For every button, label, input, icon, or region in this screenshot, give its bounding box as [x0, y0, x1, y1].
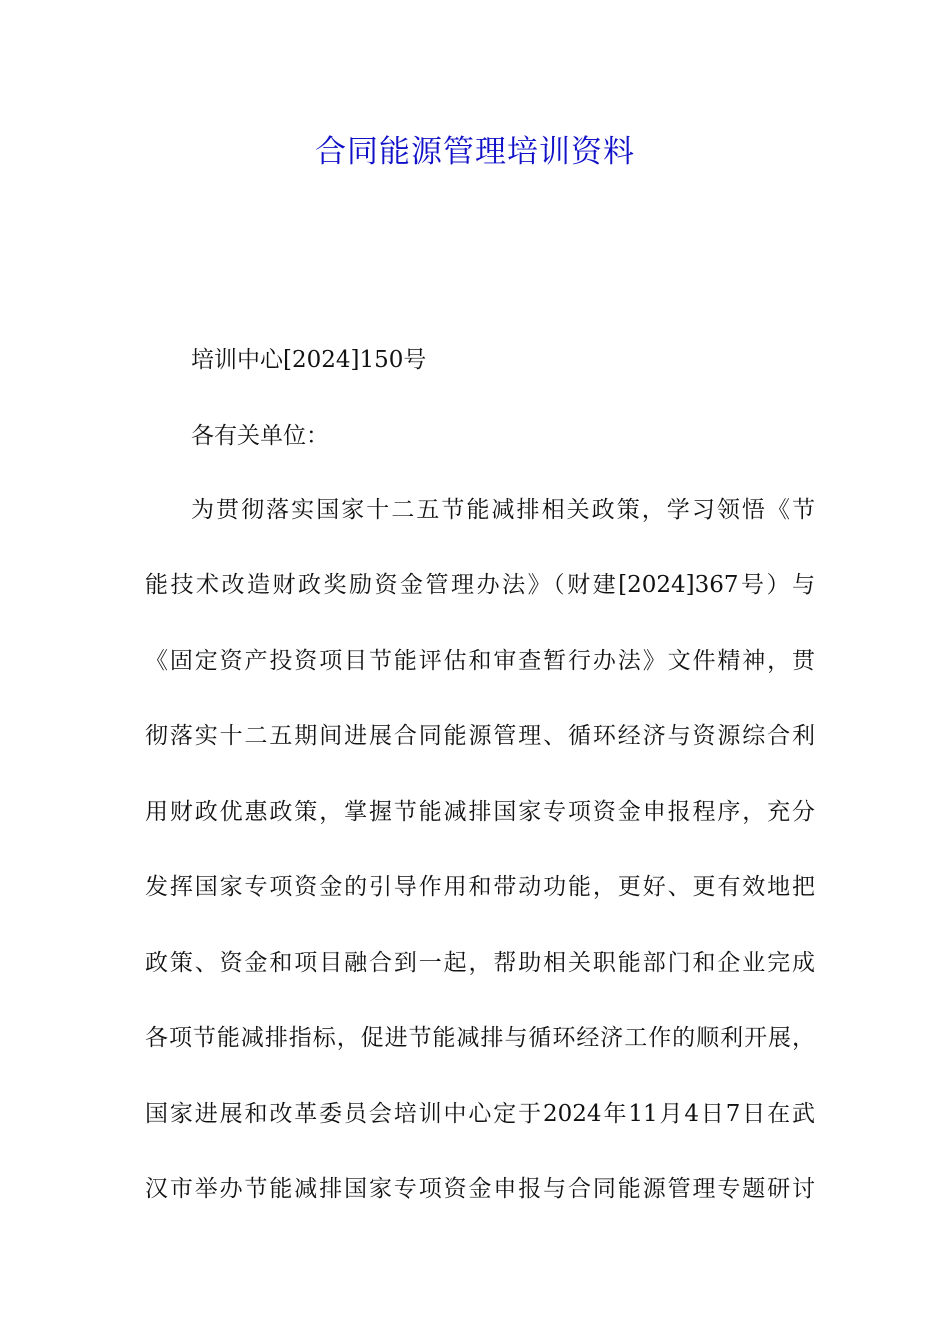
body-line: 国家进展和改革委员会培训中心定于2024年11月4日7日在武 — [145, 1101, 815, 1127]
body-line: 发挥国家专项资金的引导作用和带动功能，更好、更有效地把 — [145, 874, 815, 900]
body-line: 各项节能减排指标，促进节能减排与循环经济工作的顺利开展， — [145, 1025, 815, 1051]
body-line: 彻落实十二五期间进展合同能源管理、循环经济与资源综合利 — [145, 723, 815, 749]
body-line: 能技术改造财政奖励资金管理办法》（财建[2024]367号）与 — [145, 572, 815, 598]
body-line: 《固定资产投资项目节能评估和审查暂行办法》文件精神，贯 — [145, 648, 815, 674]
body-line: 用财政优惠政策，掌握节能减排国家专项资金申报程序，充分 — [145, 799, 815, 825]
document-number: 培训中心[2024]150号 — [191, 347, 427, 373]
body-line: 政策、资金和项目融合到一起，帮助相关职能部门和企业完成 — [145, 950, 815, 976]
body-line: 为贯彻落实国家十二五节能减排相关政策，学习领悟《节 — [191, 497, 815, 523]
document-title: 合同能源管理培训资料 — [315, 134, 635, 170]
salutation: 各有关单位： — [191, 423, 329, 449]
body-line: 汉市举办节能减排国家专项资金申报与合同能源管理专题研讨 — [145, 1176, 815, 1202]
